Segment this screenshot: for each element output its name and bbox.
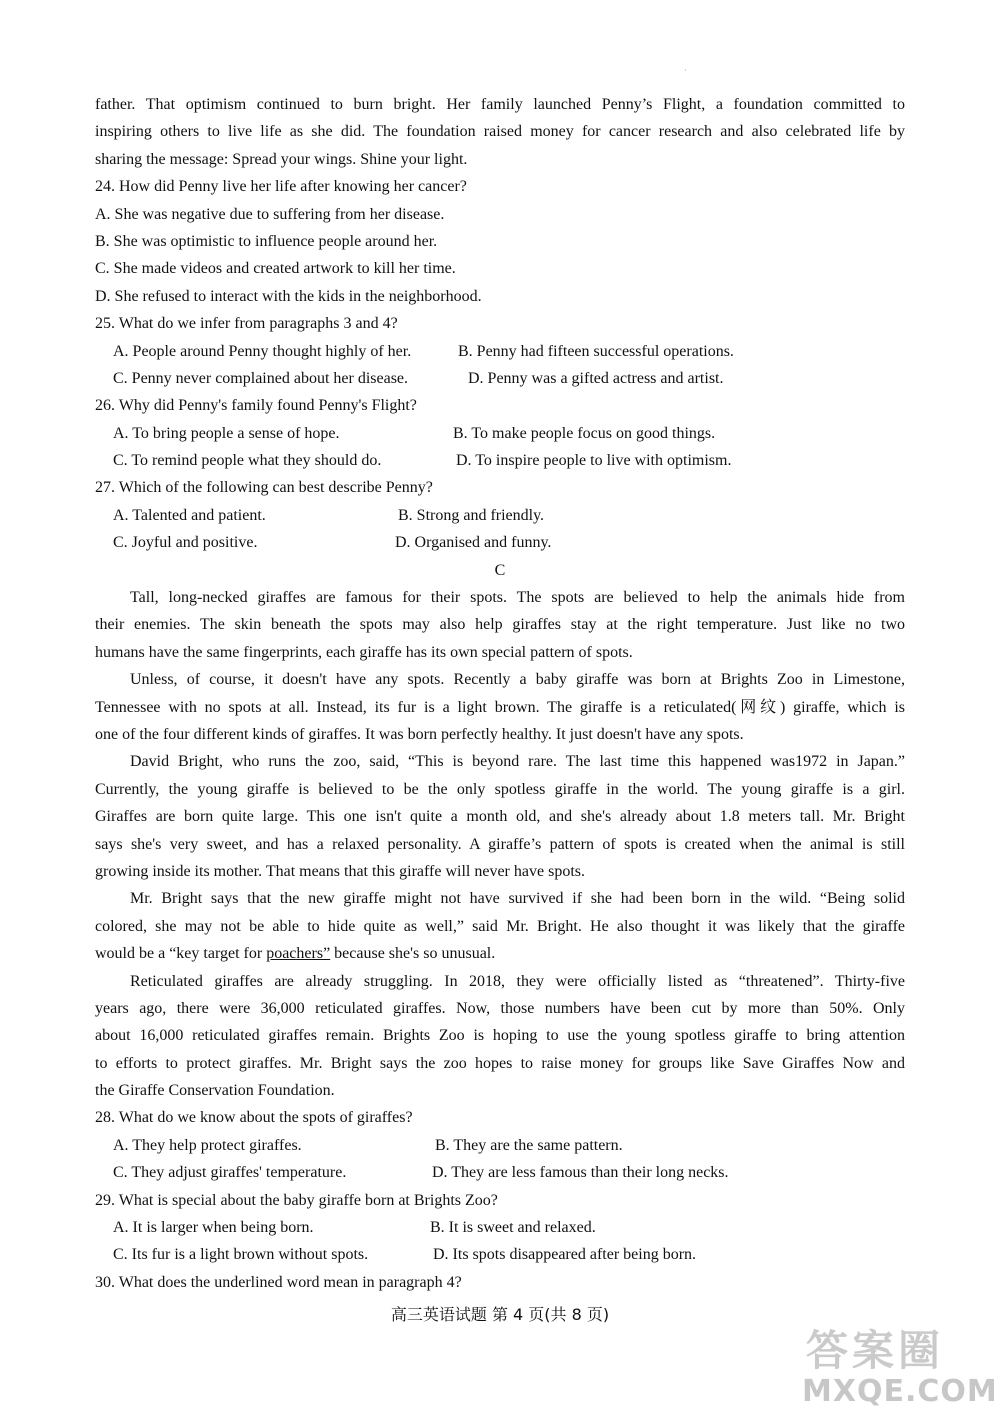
question-stem: 30. What does the underlined word mean in paragraph 4?: [95, 1273, 462, 1291]
option-d: D. She refused to interact with the kids in the neighborhood.: [95, 287, 482, 305]
option-row: [95, 1159, 905, 1186]
watermark-logo: 答案圈: [806, 1326, 945, 1375]
option-c: C. She made videos and created artwork to kill her time.: [95, 260, 456, 278]
option-b: B. To make people focus on good things.: [453, 424, 716, 442]
option-a: A. She was negative due to suffering from her disease.: [95, 205, 445, 223]
passage-line: Giraffes are born quite large. This one isn't quite a month old, and she's already about 1.8 meters tall. Mr. Bright: [95, 808, 905, 826]
option-c: C. Its fur is a light brown without spots.: [113, 1246, 369, 1264]
passage-line: their enemies. The skin beneath the spots may also help giraffes stay at the right temperature. Just like no two: [95, 616, 905, 634]
question-25: [95, 310, 905, 392]
option-d: D. They are less famous than their long necks.: [432, 1164, 729, 1182]
paragraph-1: [95, 584, 905, 666]
option-a: A. It is larger when being born.: [113, 1219, 314, 1237]
text-run: would be a “key target for: [95, 945, 267, 963]
passage-line: says she's very sweet, and has a relaxed personality. A giraffe’s pattern of spots is created when the animal is still: [95, 835, 905, 853]
question-stem: 29. What is special about the baby giraffe born at Brights Zoo?: [95, 1191, 498, 1209]
passage-b-tail: [95, 91, 905, 173]
passage-line: [95, 940, 905, 967]
option-row: [95, 1132, 905, 1159]
paragraph-2: [95, 666, 905, 748]
passage-line: growing inside its mother. That means that this giraffe will never have spots.: [95, 862, 585, 880]
passage-line: Reticulated giraffes are already struggling. In 2018, they were officially listed as “threatened”. Thirty-five: [130, 972, 905, 990]
option-b: B. She was optimistic to influence people around her.: [95, 232, 438, 250]
option-row: [95, 338, 905, 365]
option-d: D. Its spots disappeared after being born.: [433, 1246, 697, 1264]
option-row: [95, 502, 905, 529]
passage-line: the Giraffe Conservation Foundation.: [95, 1082, 335, 1100]
passage-line: inspiring others to live life as she did. The foundation raised money for cancer research and also celebrated life by: [95, 123, 905, 141]
passage-line: Tennessee with no spots at all. Instead, its fur is a light brown. The giraffe is a reticulated(网纹) giraffe, which is: [95, 698, 905, 716]
question-stem: 28. What do we know about the spots of giraffes?: [95, 1109, 413, 1127]
watermark-site: MXQE.COM: [802, 1374, 998, 1409]
passage-line: about 16,000 reticulated giraffes remain. Brights Zoo is hoping to use the young spotless giraffe to bring attention: [95, 1027, 905, 1045]
option-row: [95, 447, 905, 474]
option-b: B. Strong and friendly.: [398, 506, 545, 524]
option-b: B. It is sweet and relaxed.: [430, 1219, 596, 1237]
question-29: [95, 1187, 905, 1269]
passage-line: Mr. Bright says that the new giraffe might not have survived if she had been born in the wild. “Being solid: [130, 890, 905, 908]
option-c: C. Penny never complained about her disease.: [113, 369, 409, 387]
option-row: [95, 1241, 905, 1268]
passage-line: Unless, of course, it doesn't have any spots. Recently a baby giraffe was born at Brights Zoo in Limestone,: [130, 671, 905, 689]
option-row: [95, 420, 905, 447]
watermark: [786, 1318, 998, 1409]
passage-line: humans have the same fingerprints, each giraffe has its own special pattern of spots.: [95, 643, 633, 661]
exam-page: [95, 91, 905, 1296]
paragraph-4: [95, 885, 905, 967]
paragraph-3: [95, 748, 905, 885]
option-row: [95, 529, 905, 556]
option-a: A. Talented and patient.: [113, 506, 266, 524]
option-a: A. They help protect giraffes.: [113, 1136, 302, 1154]
option-c: C. They adjust giraffes' temperature.: [113, 1164, 347, 1182]
option-c: C. To remind people what they should do.: [113, 452, 382, 470]
option-a: A. People around Penny thought highly of her.: [113, 342, 412, 360]
question-stem: 27. Which of the following can best describe Penny?: [95, 479, 433, 497]
passage-line: colored, she may not be able to hide quite as well,” said Mr. Bright. He also thought it was likely that the giraffe: [95, 917, 905, 935]
option-b: B. Penny had fifteen successful operations.: [458, 342, 734, 360]
underlined-word: poachers”: [266, 945, 331, 963]
question-26: [95, 392, 905, 474]
section-label: C: [494, 561, 506, 579]
passage-line: David Bright, who runs the zoo, said, “This is beyond rare. The last time this happened was1972 in Japan.”: [130, 753, 905, 771]
paragraph-5: [95, 968, 905, 1105]
passage-line: Tall, long-necked giraffes are famous for their spots. The spots are believed to help the animals hide from: [130, 589, 905, 607]
question-stem: 24. How did Penny live her life after knowing her cancer?: [95, 178, 467, 196]
option-c: C. Joyful and positive.: [113, 534, 258, 552]
option-d: D. Penny was a gifted actress and artist.: [468, 369, 724, 387]
option-a: A. To bring people a sense of hope.: [113, 424, 340, 442]
text-run: because she's so unusual.: [330, 945, 496, 963]
question-24: [95, 173, 905, 310]
passage-line: one of the four different kinds of giraffes. It was born perfectly healthy. It just doesn't have any spots.: [95, 725, 744, 743]
page-footer: 高三英语试题 第 4 页(共 8 页): [390, 1305, 610, 1324]
passage-line: sharing the message: Spread your wings. Shine your light.: [95, 150, 468, 168]
question-stem: 25. What do we infer from paragraphs 3 and 4?: [95, 315, 398, 333]
question-28: [95, 1104, 905, 1186]
question-30: [95, 1269, 905, 1296]
scan-speck: ·: [684, 66, 687, 75]
option-d: D. To inspire people to live with optimism.: [456, 452, 732, 470]
question-stem: 26. Why did Penny's family found Penny's Flight?: [95, 397, 417, 415]
passage-line: years ago, there were 36,000 reticulated giraffes. Now, those numbers have been cut by more than 50%. Only: [95, 999, 905, 1017]
option-d: D. Organised and funny.: [395, 534, 552, 552]
question-27: [95, 474, 905, 556]
option-row: [95, 1214, 905, 1241]
option-b: B. They are the same pattern.: [435, 1136, 623, 1154]
passage-line: to efforts to protect giraffes. Mr. Bright says the zoo hopes to raise money for groups like Save Giraffes Now and: [95, 1054, 905, 1072]
option-row: [95, 365, 905, 392]
passage-line: Currently, the young giraffe is believed to be the only spotless giraffe in the world. The young giraffe is a girl.: [95, 780, 905, 798]
passage-c: [95, 584, 905, 1104]
passage-line: father. That optimism continued to burn bright. Her family launched Penny’s Flight, a foundation committed to: [95, 96, 905, 113]
